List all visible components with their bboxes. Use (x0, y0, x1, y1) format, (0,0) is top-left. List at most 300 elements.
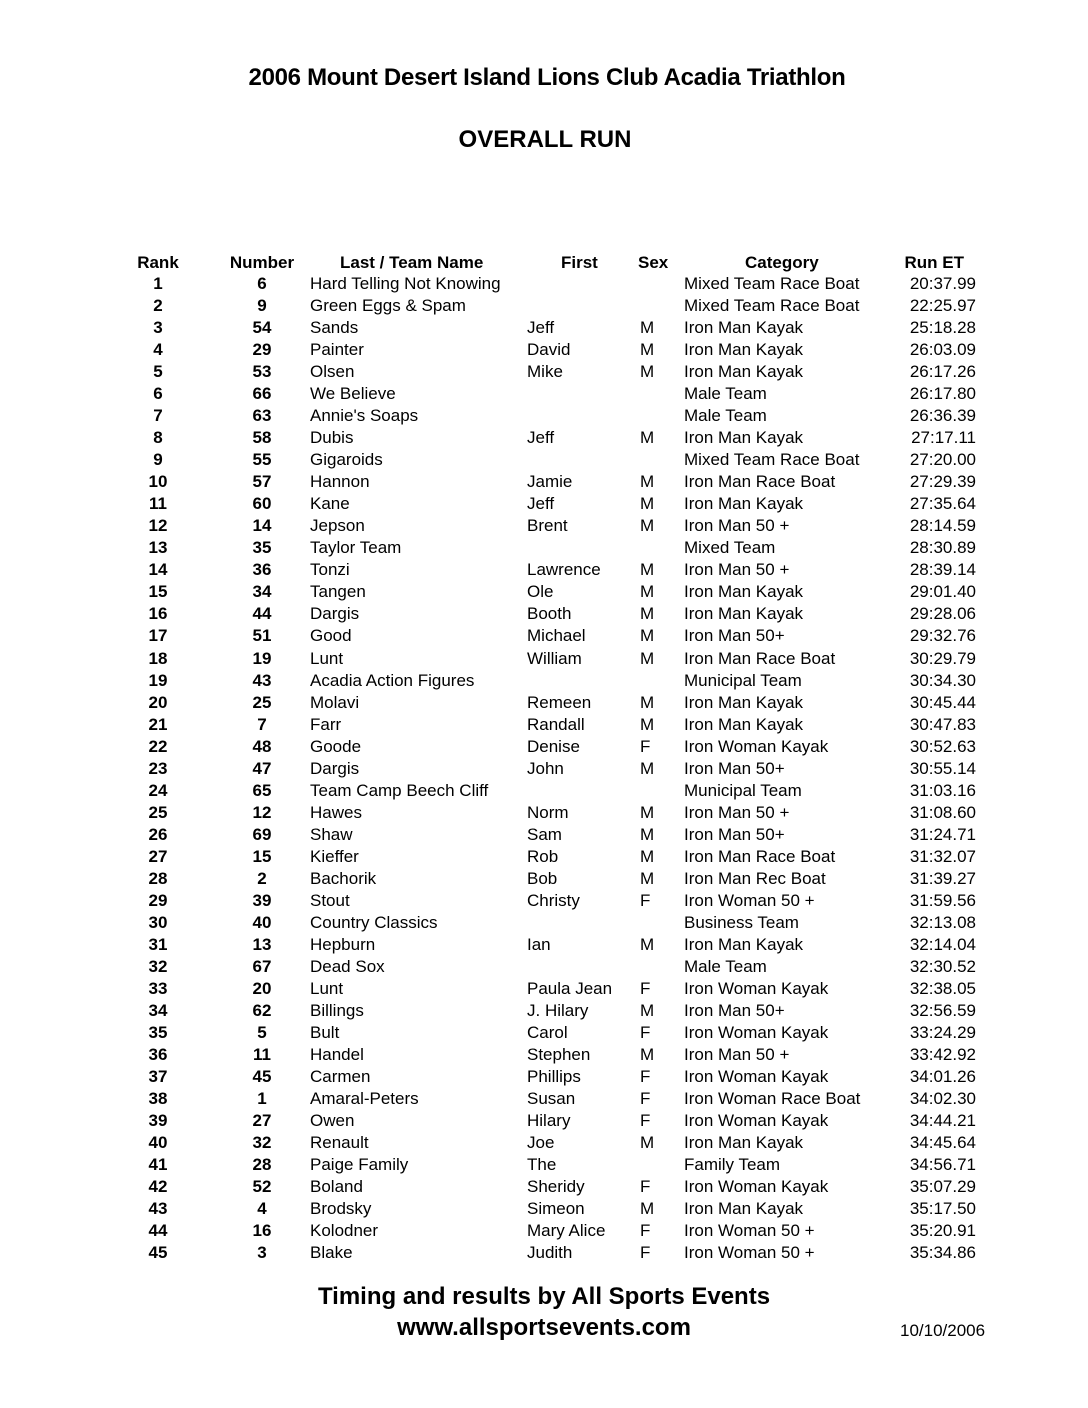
header-last: Last / Team Name (340, 253, 484, 272)
table-row (0, 1198, 1088, 1220)
footer-date: 10/10/2006 (900, 1321, 986, 1340)
cell-number: 47 (252, 758, 272, 778)
cell-run-time: 34:02.30 (909, 1089, 976, 1109)
table-row (0, 295, 1088, 317)
cell-rank: 5 (153, 362, 163, 382)
cell-first-name: Jeff (527, 318, 555, 338)
cell-sex: F (640, 1221, 651, 1241)
cell-number: 58 (252, 428, 272, 448)
cell-sex: M (640, 1045, 655, 1065)
cell-run-time: 32:30.52 (909, 956, 976, 976)
table-row (0, 1000, 1088, 1022)
cell-sex: M (640, 934, 655, 954)
cell-last-name: Goode (310, 736, 362, 756)
cell-rank: 26 (148, 824, 168, 844)
cell-number: 66 (252, 384, 272, 404)
cell-run-time: 30:34.30 (909, 670, 976, 690)
cell-last-name: Tonzi (310, 560, 350, 580)
cell-rank: 42 (148, 1177, 168, 1197)
cell-category: Iron Man Kayak (684, 582, 804, 602)
header-number: Number (229, 253, 295, 272)
cell-rank: 1 (153, 274, 163, 293)
cell-number: 57 (252, 472, 272, 492)
cell-rank: 31 (148, 934, 168, 954)
cell-first-name: Jeff (527, 494, 555, 514)
cell-last-name: Good (310, 626, 352, 646)
cell-last-name: Hawes (310, 802, 362, 822)
cell-rank: 14 (148, 560, 168, 580)
table-row (0, 648, 1088, 670)
cell-last-name: Farr (310, 714, 342, 734)
cell-number: 39 (252, 890, 272, 910)
cell-category: Iron Man 50 + (684, 516, 790, 536)
cell-category: Municipal Team (684, 670, 802, 690)
cell-run-time: 35:07.29 (909, 1177, 976, 1197)
table-row (0, 317, 1088, 339)
cell-last-name: Amaral-Peters (310, 1089, 419, 1109)
cell-sex: M (640, 846, 655, 866)
cell-number: 34 (252, 582, 272, 602)
cell-last-name: Jepson (310, 516, 365, 536)
table-row (0, 1176, 1088, 1198)
cell-number: 4 (257, 1199, 267, 1219)
cell-number: 35 (252, 538, 272, 558)
cell-sex: M (640, 1133, 655, 1153)
cell-rank: 39 (148, 1111, 168, 1131)
cell-run-time: 31:03.16 (909, 780, 976, 800)
cell-sex: F (640, 1067, 651, 1087)
cell-sex: M (640, 758, 655, 778)
cell-category: Iron Man Kayak (684, 1133, 804, 1153)
cell-category: Iron Man 50+ (684, 626, 785, 646)
cell-category: Iron Man Race Boat (684, 648, 836, 668)
cell-rank: 32 (148, 956, 168, 976)
header-run: Run ET (904, 253, 964, 272)
cell-number: 25 (252, 692, 272, 712)
cell-last-name: Lunt (310, 978, 344, 998)
cell-last-name: We Believe (310, 384, 396, 404)
cell-rank: 33 (148, 978, 168, 998)
cell-run-time: 27:17.11 (911, 428, 976, 448)
cell-run-time: 26:17.80 (909, 384, 976, 404)
cell-first-name: Simeon (527, 1199, 585, 1219)
cell-number: 40 (252, 912, 272, 932)
cell-last-name: Olsen (310, 362, 355, 382)
cell-run-time: 27:29.39 (909, 472, 976, 492)
table-row (0, 758, 1088, 780)
cell-run-time: 33:42.92 (909, 1045, 976, 1065)
document-subtitle: OVERALL RUN (458, 126, 632, 153)
cell-number: 65 (252, 780, 272, 800)
cell-run-time: 34:45.64 (909, 1133, 976, 1153)
cell-rank: 43 (148, 1199, 168, 1219)
cell-category: Iron Woman 50 + (684, 1243, 815, 1263)
cell-run-time: 34:56.71 (909, 1155, 976, 1175)
table-row (0, 934, 1088, 956)
table-row (0, 603, 1088, 625)
cell-last-name: Green Eggs & Spam (310, 296, 466, 316)
cell-category: Male Team (684, 956, 767, 976)
cell-sex: M (640, 318, 655, 338)
cell-rank: 19 (148, 670, 168, 690)
cell-first-name: David (527, 340, 571, 360)
cell-first-name: Hilary (527, 1111, 571, 1131)
cell-run-time: 32:56.59 (909, 1000, 976, 1020)
cell-category: Mixed Team Race Boat (684, 450, 860, 470)
cell-run-time: 35:17.50 (909, 1199, 976, 1219)
cell-last-name: Kane (310, 494, 350, 514)
table-row (0, 912, 1088, 934)
cell-rank: 13 (148, 538, 168, 558)
cell-last-name: Hannon (310, 472, 370, 492)
cell-run-time: 28:30.89 (909, 538, 976, 558)
cell-category: Iron Woman Kayak (684, 1177, 829, 1197)
cell-category: Mixed Team Race Boat (684, 274, 860, 293)
cell-first-name: Mary Alice (527, 1221, 606, 1241)
cell-last-name: Hepburn (310, 934, 376, 954)
header-category: Category (745, 253, 819, 272)
cell-number: 51 (252, 626, 272, 646)
cell-first-name: Phillips (527, 1067, 581, 1087)
cell-first-name: Ole (527, 582, 554, 602)
cell-category: Iron Man Kayak (684, 714, 804, 734)
cell-first-name: Carol (527, 1023, 568, 1043)
cell-last-name: Country Classics (310, 912, 438, 932)
cell-category: Iron Woman 50 + (684, 890, 815, 910)
table-row (0, 625, 1088, 647)
cell-sex: M (640, 648, 655, 668)
cell-sex: M (640, 516, 655, 536)
cell-last-name: Stout (310, 890, 350, 910)
cell-category: Male Team (684, 406, 767, 426)
cell-rank: 38 (148, 1089, 168, 1109)
cell-first-name: Lawrence (527, 560, 601, 580)
cell-first-name: Ian (527, 934, 551, 954)
table-row (0, 802, 1088, 824)
cell-last-name: Boland (310, 1177, 363, 1197)
cell-run-time: 32:13.08 (909, 912, 976, 932)
cell-rank: 20 (148, 692, 168, 712)
header-first: First (561, 253, 598, 272)
cell-number: 11 (253, 1045, 271, 1065)
cell-last-name: Acadia Action Figures (310, 670, 475, 690)
cell-last-name: Handel (310, 1045, 364, 1065)
table-row (0, 1022, 1088, 1044)
cell-number: 63 (252, 406, 272, 426)
cell-rank: 17 (148, 626, 168, 646)
cell-run-time: 32:14.04 (909, 934, 976, 954)
cell-category: Iron Man Kayak (684, 362, 804, 382)
cell-sex: M (640, 560, 655, 580)
cell-run-time: 22:25.97 (909, 296, 976, 316)
cell-first-name: Susan (527, 1089, 576, 1109)
cell-rank: 37 (148, 1067, 168, 1087)
cell-category: Municipal Team (684, 780, 802, 800)
cell-sex: F (640, 978, 651, 998)
header-sex: Sex (638, 253, 669, 272)
cell-rank: 9 (153, 450, 163, 470)
cell-sex: M (640, 1000, 655, 1020)
cell-category: Iron Woman Kayak (684, 1067, 829, 1087)
cell-sex: M (640, 428, 655, 448)
cell-number: 14 (252, 516, 272, 536)
cell-rank: 28 (148, 868, 168, 888)
cell-number: 55 (252, 450, 272, 470)
cell-sex: M (640, 868, 655, 888)
cell-run-time: 31:39.27 (909, 868, 976, 888)
cell-rank: 41 (148, 1155, 168, 1175)
cell-category: Iron Woman Race Boat (684, 1089, 861, 1109)
cell-number: 29 (252, 340, 272, 360)
cell-run-time: 27:20.00 (909, 450, 976, 470)
cell-rank: 2 (153, 296, 163, 316)
table-row (0, 1088, 1088, 1110)
cell-number: 20 (252, 978, 272, 998)
cell-sex: M (640, 362, 655, 382)
cell-number: 52 (252, 1177, 272, 1197)
cell-run-time: 28:14.59 (909, 516, 976, 536)
cell-category: Iron Woman Kayak (684, 1023, 829, 1043)
table-row (0, 383, 1088, 405)
cell-run-time: 26:17.26 (909, 362, 976, 382)
cell-last-name: Team Camp Beech Cliff (310, 780, 489, 800)
table-row (0, 670, 1088, 692)
cell-rank: 23 (148, 758, 168, 778)
cell-run-time: 26:03.09 (909, 340, 976, 360)
cell-number: 45 (252, 1067, 272, 1087)
cell-run-time: 25:18.28 (909, 318, 976, 338)
cell-sex: F (640, 1111, 651, 1131)
cell-run-time: 35:34.86 (909, 1243, 976, 1263)
cell-category: Iron Woman Kayak (684, 1111, 829, 1131)
cell-first-name: Rob (527, 846, 559, 866)
cell-category: Iron Woman 50 + (684, 1221, 815, 1241)
cell-rank: 40 (148, 1133, 168, 1153)
cell-first-name: Norm (527, 802, 569, 822)
cell-sex: M (640, 714, 655, 734)
table-row (0, 1132, 1088, 1154)
table-row (0, 890, 1088, 912)
cell-run-time: 29:32.76 (909, 626, 976, 646)
cell-rank: 4 (153, 340, 163, 360)
cell-sex: F (640, 1177, 651, 1197)
cell-last-name: Paige Family (310, 1155, 409, 1175)
cell-run-time: 30:29.79 (909, 648, 976, 668)
cell-category: Iron Woman Kayak (684, 736, 829, 756)
cell-last-name: Molavi (310, 692, 360, 712)
cell-number: 43 (252, 670, 272, 690)
cell-rank: 30 (148, 912, 168, 932)
cell-number: 44 (252, 604, 272, 624)
cell-first-name: Jamie (527, 472, 573, 492)
cell-rank: 11 (149, 494, 167, 514)
cell-run-time: 30:47.83 (909, 714, 976, 734)
cell-run-time: 26:36.39 (909, 406, 976, 426)
table-row (0, 339, 1088, 361)
cell-rank: 18 (148, 648, 168, 668)
cell-last-name: Owen (310, 1111, 355, 1131)
cell-sex: M (640, 472, 655, 492)
cell-rank: 24 (148, 780, 168, 800)
cell-last-name: Renault (310, 1133, 369, 1153)
cell-sex: F (640, 890, 651, 910)
table-row (0, 493, 1088, 515)
cell-rank: 29 (148, 890, 168, 910)
cell-rank: 7 (153, 406, 163, 426)
cell-number: 27 (252, 1111, 272, 1131)
cell-sex: M (640, 626, 655, 646)
cell-last-name: Dead Sox (310, 956, 385, 976)
cell-number: 13 (252, 934, 272, 954)
cell-first-name: Judith (527, 1243, 573, 1263)
table-row (0, 515, 1088, 537)
cell-sex: M (640, 1199, 655, 1219)
cell-rank: 6 (153, 384, 163, 404)
table-row (0, 273, 1088, 295)
cell-last-name: Sands (310, 318, 359, 338)
cell-number: 67 (252, 956, 272, 976)
cell-run-time: 20:37.99 (909, 274, 976, 293)
table-row (0, 1066, 1088, 1088)
cell-sex: M (640, 692, 655, 712)
cell-last-name: Annie's Soaps (310, 406, 419, 426)
cell-last-name: Kieffer (310, 846, 359, 866)
cell-first-name: The (527, 1155, 557, 1175)
cell-first-name: J. Hilary (527, 1000, 589, 1020)
cell-run-time: 27:35.64 (909, 494, 976, 514)
cell-run-time: 33:24.29 (909, 1023, 976, 1043)
cell-first-name: Denise (527, 736, 580, 756)
cell-sex: F (640, 1089, 651, 1109)
cell-rank: 35 (148, 1023, 168, 1043)
cell-last-name: Tangen (310, 582, 366, 602)
cell-run-time: 34:01.26 (909, 1067, 976, 1087)
table-row (0, 559, 1088, 581)
cell-sex: M (640, 802, 655, 822)
cell-rank: 21 (148, 714, 168, 734)
cell-sex: M (640, 582, 655, 602)
cell-category: Iron Man 50+ (684, 1000, 785, 1020)
cell-category: Iron Man Kayak (684, 604, 804, 624)
cell-number: 19 (252, 648, 272, 668)
cell-number: 15 (252, 846, 272, 866)
cell-last-name: Dubis (310, 428, 354, 448)
footer-website: www.allsportsevents.com (397, 1314, 691, 1341)
cell-number: 62 (252, 1000, 272, 1020)
table-row (0, 956, 1088, 978)
cell-number: 60 (252, 494, 272, 514)
cell-run-time: 31:32.07 (909, 846, 976, 866)
cell-rank: 16 (148, 604, 168, 624)
cell-category: Iron Man Kayak (684, 494, 804, 514)
cell-number: 54 (252, 318, 272, 338)
cell-number: 28 (252, 1155, 272, 1175)
cell-first-name: Sheridy (527, 1177, 585, 1197)
cell-category: Family Team (684, 1155, 781, 1175)
cell-number: 1 (257, 1089, 267, 1109)
cell-category: Iron Man Race Boat (684, 472, 836, 492)
cell-category: Mixed Team (684, 538, 776, 558)
cell-category: Iron Man Kayak (684, 692, 804, 712)
cell-first-name: Christy (527, 890, 580, 910)
cell-first-name: Michael (527, 626, 586, 646)
cell-number: 9 (257, 296, 267, 316)
cell-number: 53 (252, 362, 272, 382)
cell-category: Iron Man Kayak (684, 340, 804, 360)
cell-last-name: Gigaroids (310, 450, 383, 470)
table-header (0, 252, 1088, 274)
cell-number: 16 (252, 1221, 272, 1241)
cell-run-time: 34:44.21 (909, 1111, 976, 1131)
cell-category: Iron Man Kayak (684, 428, 804, 448)
table-row (0, 427, 1088, 449)
cell-rank: 45 (148, 1243, 168, 1263)
cell-category: Iron Man 50 + (684, 560, 790, 580)
cell-category: Iron Man Rec Boat (684, 868, 826, 888)
cell-category: Iron Man 50+ (684, 824, 785, 844)
cell-rank: 44 (148, 1221, 168, 1241)
table-row (0, 1242, 1088, 1264)
cell-rank: 22 (148, 736, 168, 756)
table-row (0, 692, 1088, 714)
cell-rank: 8 (153, 428, 163, 448)
table-row (0, 537, 1088, 559)
cell-rank: 15 (148, 582, 168, 602)
cell-sex: M (640, 494, 655, 514)
cell-last-name: Painter (310, 340, 364, 360)
cell-last-name: Dargis (310, 604, 360, 624)
cell-first-name: Randall (527, 714, 585, 734)
cell-first-name: Jeff (527, 428, 555, 448)
cell-run-time: 31:24.71 (909, 824, 976, 844)
cell-first-name: William (527, 648, 582, 668)
cell-last-name: Lunt (310, 648, 344, 668)
cell-category: Iron Man Kayak (684, 318, 804, 338)
table-row (0, 780, 1088, 802)
cell-number: 36 (252, 560, 272, 580)
cell-last-name: Bult (310, 1023, 340, 1043)
cell-number: 32 (252, 1133, 272, 1153)
cell-first-name: Joe (527, 1133, 555, 1153)
cell-number: 48 (252, 736, 272, 756)
cell-category: Iron Man 50 + (684, 1045, 790, 1065)
cell-run-time: 32:38.05 (909, 978, 976, 998)
cell-category: Iron Man 50+ (684, 758, 785, 778)
cell-last-name: Kolodner (310, 1221, 379, 1241)
cell-sex: M (640, 604, 655, 624)
cell-number: 3 (257, 1243, 267, 1263)
cell-category: Iron Man Kayak (684, 934, 804, 954)
cell-last-name: Billings (310, 1000, 364, 1020)
cell-sex: F (640, 736, 651, 756)
cell-first-name: Bob (527, 868, 558, 888)
cell-rank: 3 (153, 318, 163, 338)
cell-category: Iron Woman Kayak (684, 978, 829, 998)
cell-category: Mixed Team Race Boat (684, 296, 860, 316)
cell-first-name: Stephen (527, 1045, 591, 1065)
cell-sex: M (640, 824, 655, 844)
cell-run-time: 31:59.56 (909, 890, 976, 910)
table-row (0, 405, 1088, 427)
cell-category: Business Team (684, 912, 799, 932)
cell-first-name: John (527, 758, 564, 778)
cell-sex: M (640, 340, 655, 360)
table-row (0, 714, 1088, 736)
table-row (0, 846, 1088, 868)
cell-category: Iron Man Kayak (684, 1199, 804, 1219)
cell-last-name: Taylor Team (310, 538, 402, 558)
table-row (0, 736, 1088, 758)
